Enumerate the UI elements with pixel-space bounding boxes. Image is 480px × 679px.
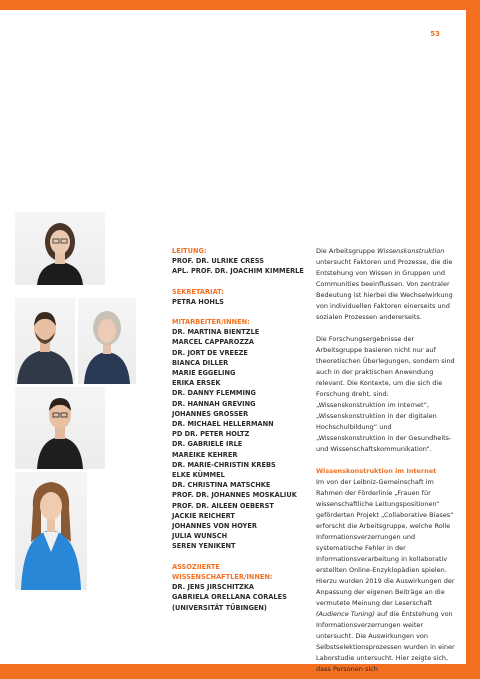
staff-name: DR. MARIE-CHRISTIN KREBS: [172, 460, 276, 469]
paragraph-intro-text-2: untersucht Faktoren und Prozesse, die die Entstehung von Wissen in Gruppen und Communities beeinflussen. Von zentraler Bedeutung ist hierbei die Wechselwirkung von individuellen Faktoren einerseits und sozialen Prozessen andererseits.: [316, 258, 453, 321]
section-heading-internet: Wissenskonstruktion im Internet: [316, 467, 437, 475]
staff-name: JACKIE REICHERT: [172, 511, 235, 520]
staff-list: [172, 246, 302, 613]
page-sheet: [0, 10, 466, 673]
staff-name: DR. GABRIELE IRLE: [172, 440, 243, 449]
portrait-man-beard: [15, 298, 75, 384]
portrait-man-glasses-image: [15, 387, 105, 469]
paragraph-intro: [316, 246, 458, 323]
staff-name: GABRIELA ORELLANA CORALES: [172, 593, 287, 602]
staff-name: APL. PROF. DR. JOACHIM KIMMERLE: [172, 267, 304, 276]
paragraph-internet-text: Im von der Leibniz-Gemeinschaft im Rahmen der Förderlinie „Frauen für wissenschaftliche Leitungspositionen“ geförderten Projekt „Collaborative Biases“ erforscht die Arbeitsgruppe, welche Rolle Informationsverzerrungen und systematische Fehler in der Informationsverarbeitung in kollaborativ erstellten Online-Enzyklopädien spielen. Hierzu wurden 2019 die Auswirkungen der Anpassung der eigenen Beiträge an die vermutete Meinung der Leserschaft: [316, 478, 455, 607]
staff-name: MARCEL CAPPAROZZA: [172, 338, 255, 347]
portrait-man-glasses: [15, 387, 105, 469]
staff-name: PROF. DR. ULRIKE CRESS: [172, 257, 264, 266]
staff-name: (UNIVERSITÄT TÜBINGEN): [172, 603, 267, 612]
portrait-woman-grey-hair: [78, 298, 136, 384]
mitarbeiter-heading: MITARBEITER/INNEN:: [172, 318, 250, 327]
staff-name: DR. CHRISTINA MATSCHKE: [172, 481, 271, 490]
staff-name: MAREIKE KEHRER: [172, 450, 238, 459]
portrait-woman-dark-hair: [15, 212, 105, 285]
staff-name: DR. JENS JIRSCHITZKA: [172, 583, 255, 592]
staff-name: PROF. DR. JOHANNES MOSKALIUK: [172, 491, 297, 500]
body-text: [316, 246, 458, 679]
staff-name: DR. JORT DE VREEZE: [172, 348, 248, 357]
paragraph-internet: [316, 477, 458, 675]
portrait-woman-blue-cardigan-image: [15, 472, 87, 590]
sekretariat-heading: SEKRETARIAT:: [172, 287, 224, 296]
portrait-man-beard-image: [15, 298, 75, 384]
staff-name: JOHANNES GROSSER: [172, 409, 249, 418]
staff-name: ELKE KÜMMEL: [172, 471, 225, 480]
staff-name: DR. HANNAH GREVING: [172, 399, 256, 408]
staff-name: PROF. DR. AILEEN OEBERST: [172, 501, 274, 510]
portrait-woman-dark-hair-image: [15, 212, 105, 285]
assoziierte-heading: ASSOZIIERTE: [172, 562, 220, 571]
staff-name: DR. MICHAEL HELLERMANN: [172, 420, 274, 429]
staff-name: PETRA HOHLS: [172, 297, 224, 306]
paragraph-intro-emphasis: Wissenskonstruktion: [377, 247, 445, 255]
staff-name: BIANCA DILLER: [172, 358, 229, 367]
paragraph-intro-text: Die Arbeitsgruppe: [316, 247, 378, 255]
staff-name: ERIKA ERSEK: [172, 379, 221, 388]
staff-name: JULIA WUNSCH: [172, 532, 228, 541]
page-number: 53: [430, 30, 440, 38]
staff-name: JOHANNES VON HOYER: [172, 522, 257, 531]
portrait-woman-grey-hair-image: [78, 298, 136, 384]
paragraph-research: Die Forschungsergebnisse der Arbeitsgruppe basieren nicht nur auf theoretischen Überlegungen, sondern sind auch in der praktischen Anwendung relevant. Die Kontexte, um die sich die Forschung dreht, sind: „Wissenskonstruktion im Internet“, „Wissenskonstruktion in der digitalen Hochschulbildung“ und „Wissenskonstruktion in der Gesundheits- und Wissenschaftskommunikation“.: [316, 335, 455, 453]
staff-name: DR. DANNY FLEMMING: [172, 389, 256, 398]
staff-name: SEREN YENIKENT: [172, 542, 236, 551]
staff-name: DR. MARTINA BIENTZLE: [172, 328, 260, 337]
portrait-woman-blue-cardigan: [15, 472, 87, 590]
paragraph-internet-emphasis: (Audience Tuning): [316, 610, 375, 618]
staff-name: PD DR. PETER HOLTZ: [172, 430, 250, 439]
staff-name: MARIE EGGELING: [172, 369, 236, 378]
paragraph-internet-text-2: auf die Entstehung von Informationsverzerrungen weiter untersucht. Die Auswirkungen von Selbstselektionsprozessen wurden in einer Laborstudie untersucht. Hier zeigte sich, dass Personen sich: [316, 610, 455, 673]
assoziierte-heading-line-2: WISSENSCHAFTLER/INNEN:: [172, 572, 273, 581]
leitung-heading: LEITUNG:: [172, 247, 207, 255]
